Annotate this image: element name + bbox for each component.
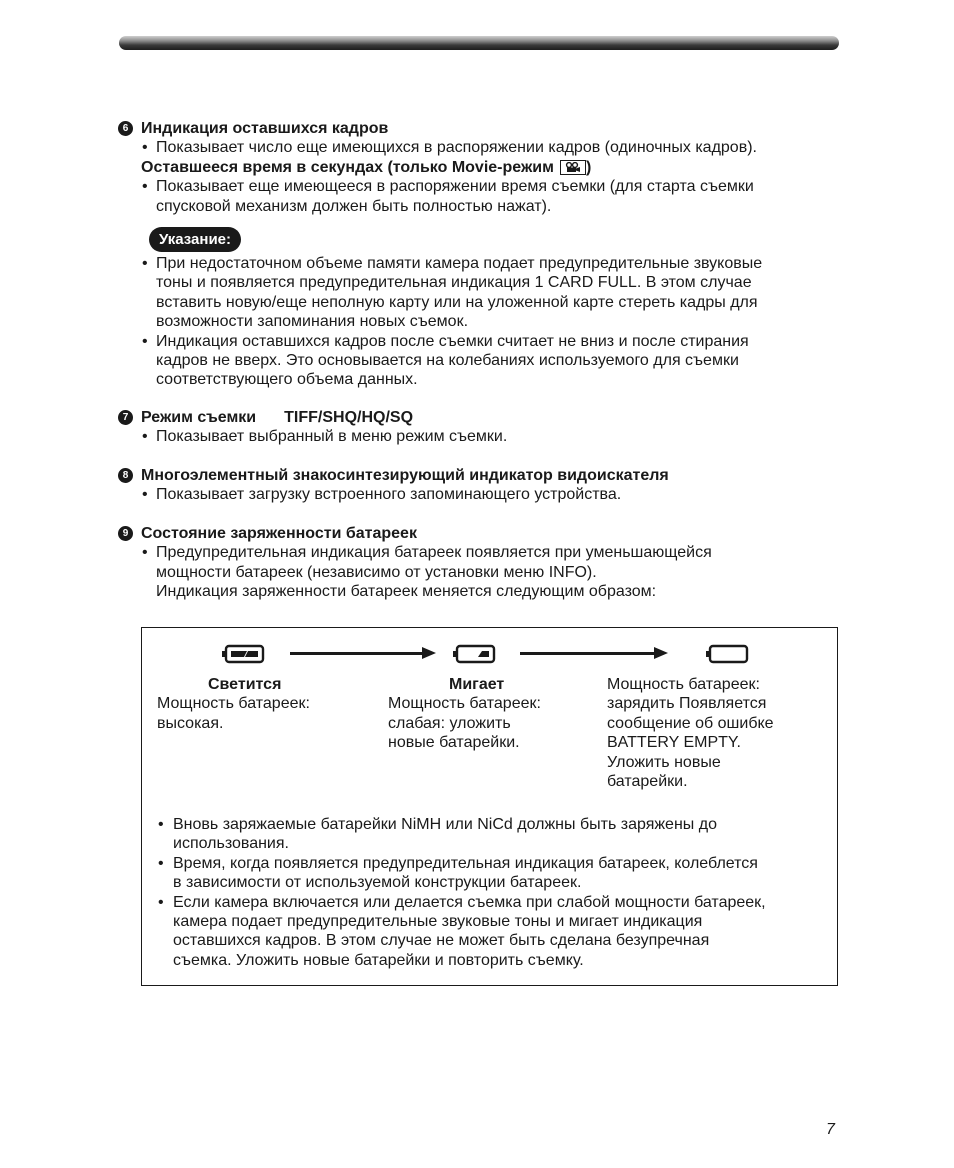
battery-empty-icon — [705, 644, 749, 664]
text-line: кадров не вверх. Это основывается на колебаниях используемого для съемки — [156, 352, 739, 370]
movie-camera-icon — [560, 160, 586, 175]
section-title: Индикация оставшихся кадров — [141, 120, 389, 137]
text-line: вставить новую/еще неполную карту или на уложенной карте стереть кадры для — [156, 293, 758, 311]
subheading — [118, 158, 838, 177]
bullet-item — [142, 893, 832, 971]
section-number-badge: 7 — [118, 410, 133, 425]
section-heading — [118, 119, 838, 138]
section-title: Многоэлементный знакосинтезирующий индикатор видоискателя — [141, 467, 669, 484]
text-line: использования. — [173, 835, 289, 853]
text-line: • Индикация оставшихся кадров после съемки считает не вниз и после стирания — [156, 332, 749, 350]
text-line: мощности батареек (независимо от установки меню INFO). — [156, 563, 597, 581]
text-line: зарядить Появляется — [607, 695, 767, 713]
battery-indicator-box — [141, 627, 838, 986]
text-line: съемка. Уложить новые батарейки и повторить съемку. — [173, 951, 584, 969]
bullet-item: • Показывает число еще имеющихся в распоряжении кадров (одиночных кадров). — [118, 138, 838, 157]
text-line: Мощность батареек: — [157, 695, 310, 713]
hint-badge: Указание: — [149, 227, 241, 252]
battery-full-icon — [221, 644, 265, 664]
text-line: • Время, когда появляется предупредительная индикация батареек, колеблется — [173, 854, 758, 872]
bullet-item — [118, 543, 838, 582]
section-title: Состояние заряженности батареек — [141, 525, 417, 542]
bullet-item — [118, 177, 838, 216]
mode-list: TIFF/SHQ/HQ/SQ — [284, 409, 414, 426]
battery-state-low — [388, 675, 588, 753]
arrow-right — [290, 652, 430, 655]
text-line: Мощность батареек: — [607, 676, 760, 693]
section-viewfinder-indicator — [118, 466, 838, 505]
bullet-item — [118, 254, 838, 332]
arrow-right — [520, 652, 662, 655]
section-battery-state — [118, 524, 838, 602]
text-line: оставшихся кадров. В этом случае не может быть сделана безупречная — [173, 932, 710, 950]
page-number: 7 — [826, 1121, 835, 1138]
hint-notes — [118, 254, 838, 390]
bullet-item: • Показывает загрузку встроенного запоминающего устройства. — [118, 485, 838, 504]
section-heading — [118, 408, 838, 427]
state-title: Мигает — [449, 676, 505, 693]
text-line: • Предупредительная индикация батареек появляется при уменьшающейся — [156, 544, 712, 562]
text-line: BATTERY EMPTY. — [607, 734, 741, 752]
text-line: • Вновь заряжаемые батарейки NiMH или NiCd должны быть заряжены до — [173, 816, 717, 833]
section-shooting-mode — [118, 408, 838, 447]
section-heading — [118, 466, 838, 485]
bullet-item — [142, 854, 832, 893]
text-line: батарейки. — [607, 773, 688, 791]
section-title: Режим съемки — [141, 409, 257, 426]
text-line: Мощность батареек: — [388, 695, 541, 713]
text-line: • Показывает еще имеющееся в распоряжении время съемки (для старта съемки — [156, 178, 754, 196]
text-line: новые батарейки. — [388, 734, 520, 752]
text-line: Уложить новые — [607, 753, 721, 771]
text-line: • Если камера включается или делается съемка при слабой мощности батареек, — [173, 893, 766, 911]
text-line: спусковой механизм должен быть полностью нажат). — [156, 197, 552, 215]
section-number-badge: 6 — [118, 121, 133, 136]
battery-state-high — [157, 675, 357, 733]
text-line: тоны и появляется предупредительная индикация 1 CARD FULL. В этом случае — [156, 274, 752, 292]
text-line: сообщение об ошибке — [607, 714, 774, 732]
bullet-item — [142, 815, 832, 854]
battery-low-icon — [452, 644, 496, 664]
section-remaining-frames — [118, 119, 838, 216]
header-bar — [119, 36, 839, 50]
bullet-item — [118, 332, 838, 390]
text-line: слабая: уложить — [388, 714, 511, 732]
battery-state-empty — [607, 675, 822, 791]
section-number-badge: 8 — [118, 468, 133, 483]
section-number-badge: 9 — [118, 526, 133, 541]
text-line: соответствующего объема данных. — [156, 371, 418, 389]
bullet-item: • Показывает выбранный в меню режим съемки. — [118, 427, 838, 446]
text-line: Индикация заряженности батареек меняется следующим образом: — [156, 583, 657, 601]
text-line: в зависимости от используемой конструкции батареек. — [173, 874, 582, 892]
text-line: • При недостаточном объеме памяти камера подает предупредительные звуковые — [156, 255, 763, 272]
text-line: высокая. — [157, 714, 224, 732]
state-title: Светится — [208, 676, 282, 693]
subheading-close: ) — [585, 158, 592, 176]
section-heading — [118, 524, 838, 543]
text-line: камера подает предупредительные звуковые тоны и мигает индикация — [173, 913, 703, 931]
text-line: возможности запоминания новых съемок. — [156, 313, 469, 331]
battery-notes — [142, 815, 832, 970]
subheading-text: Оставшееся время в секундах (только Movie-режим — [141, 158, 554, 176]
